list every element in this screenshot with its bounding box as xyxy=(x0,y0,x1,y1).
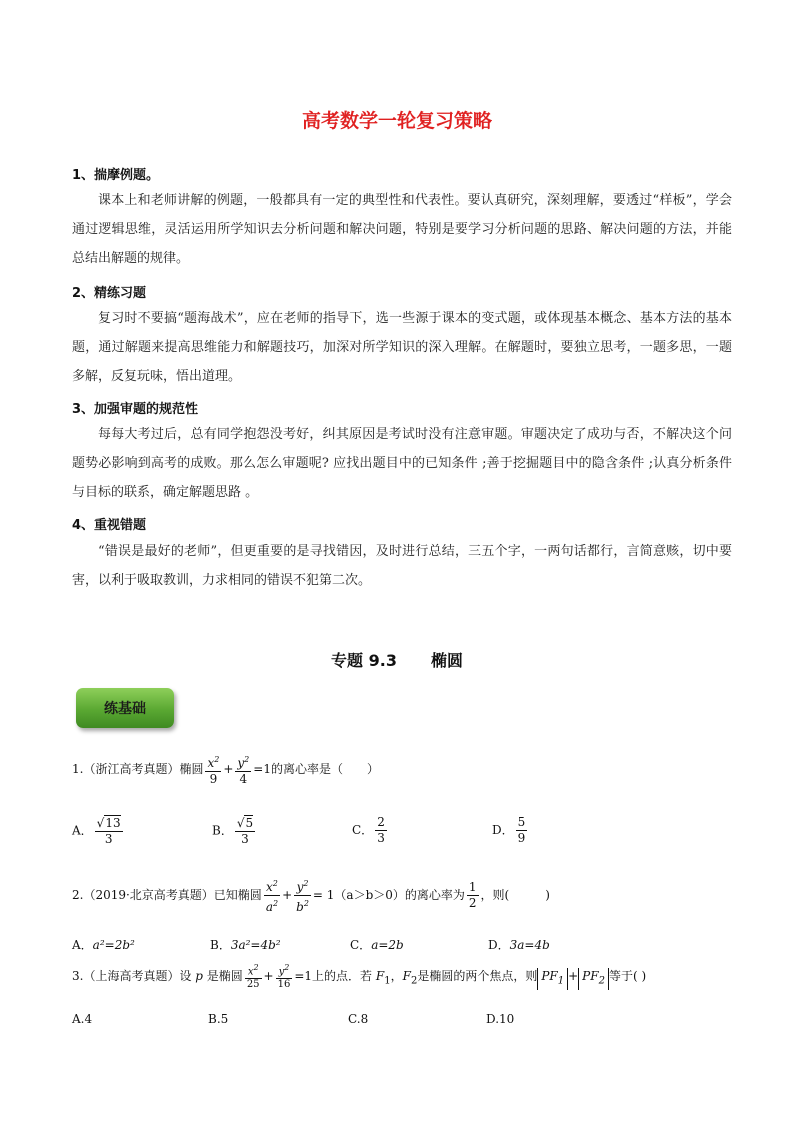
q3-frac-y: $\frac{y^2}{16}$ xyxy=(277,963,291,991)
q1-option-d-den: 9 xyxy=(517,831,526,845)
q1-option-d-letter: D． xyxy=(492,823,514,837)
q1-option-d-frac xyxy=(516,815,528,846)
q1-option-b[interactable] xyxy=(212,815,257,847)
question-2-prefix: 2.（2019·北京高考真题）已知椭圆 xyxy=(72,888,262,902)
q3-option-d-text: 10 xyxy=(499,1012,515,1026)
q2-option-b-text: 3a²=4b² xyxy=(230,938,281,952)
q1-option-b-den: 3 xyxy=(241,832,249,846)
q2-option-c-letter: C． xyxy=(350,938,372,952)
question-3-mid2: 上的点．若 xyxy=(312,969,373,984)
section-heading-4: 4、重视错题 xyxy=(72,518,147,533)
q3-option-b[interactable] xyxy=(208,1012,228,1026)
section-heading-3: 3、加强审题的规范性 xyxy=(72,402,199,417)
section-body-1: 课本上和老师讲解的例题，一般都具有一定的典型性和代表性。要认真研究，深刻理解，要透过“样板”，学会通过逻辑思维，灵活运用所学知识去分析问题和解决问题，特别是要学习分析问题的思路、解决问题的方法，并能总结出解题的规律。 xyxy=(72,193,732,266)
question-3: 3.（上海高考真题）设 p 是椭圆 $\frac{x^2}{25}$ + $\frac{y^2}{16}$ =1上的点．若 $F_1$，$F_2$是椭圆的两个焦点，则 $PF_1 + PF_2$ 等于( ) xyxy=(72,963,647,991)
q2-option-d-text: 3a=4b xyxy=(509,938,550,952)
q2-frac-x: $\frac{x^2}{a^2}$ xyxy=(264,876,280,915)
question-1-prefix: 1.（浙江高考真题）椭圆 xyxy=(72,762,204,776)
q2-option-d-letter: D． xyxy=(488,938,510,952)
question-3-suffix: 等于( ) xyxy=(608,969,647,984)
q3-option-b-letter: B. xyxy=(208,1012,221,1026)
q1-option-a-letter: A． xyxy=(72,823,93,838)
question-2: 2.（2019·北京高考真题）已知椭圆 $\frac{x^2}{a^2}$ + $\frac{y^2}{b^2}$ = 1（a＞b＞0）的离心率为 $\frac{1}{2}$ ，则( ) xyxy=(72,876,550,915)
q1-option-a[interactable] xyxy=(72,815,125,847)
q3-option-a-text: 4 xyxy=(84,1012,93,1026)
q1-option-d-num: 5 xyxy=(517,815,526,829)
question-1: 1.（浙江高考真题）椭圆 $\frac{x^2}{9}$ + $\frac{y^2}{4}$ =1的离心率是（ ） xyxy=(72,752,379,787)
q2-option-a-text: a²=2b² xyxy=(92,938,135,952)
q3-option-c-text: 8 xyxy=(360,1012,369,1026)
practice-basics-badge: 练基础 xyxy=(76,688,174,728)
q2-option-a-letter: A． xyxy=(72,938,93,952)
q3-option-a-letter: A. xyxy=(72,1012,85,1026)
q1-option-a-den: 3 xyxy=(104,832,113,846)
q2-option-b-letter: B． xyxy=(210,938,231,952)
q1-frac-x: $\frac{x^2}{9}$ xyxy=(205,752,221,787)
q1-option-a-num: 13 xyxy=(105,816,121,830)
q3-option-d-letter: D. xyxy=(486,1012,500,1026)
q1-option-c-den: 3 xyxy=(377,831,385,845)
q1-option-b-frac: $\frac{√5}{3}$ xyxy=(236,816,254,846)
q3-option-b-text: 5 xyxy=(220,1012,229,1026)
section-body-3: 每每大考过后，总有同学抱怨没考好，纠其原因是考试时没有注意审题。审题决定了成功与否，不解决这个问题势必影响到高考的成败。那么怎么审题呢? 应找出题目中的已知条件 ;善于挖掘题目中的隐含条件 ;认真分析条件与目标的联系，确定解题思路 。 xyxy=(72,427,732,500)
q1-option-a-frac: $\frac{√13}{3}$ xyxy=(96,816,121,846)
q2-option-c-text: a=2b xyxy=(371,938,404,952)
section-heading-1: 1、揣摩例题。 xyxy=(72,168,160,183)
q1-option-c-frac xyxy=(375,815,387,846)
q2-option-d[interactable] xyxy=(488,936,550,953)
q1-option-d[interactable] xyxy=(492,815,529,846)
q1-frac-y: $\frac{y^2}{4}$ xyxy=(235,752,251,787)
question-1-suffix: 的离心率是（ ） xyxy=(270,762,379,776)
q2-frac-e: $\frac{1}{2}$ xyxy=(468,880,477,910)
topic-label: 专题 9.3 xyxy=(331,651,397,670)
topic-heading xyxy=(0,648,794,671)
q2-option-b[interactable] xyxy=(210,936,281,953)
q3-option-d[interactable] xyxy=(486,1012,514,1026)
question-3-mid3: 是椭圆的两个焦点，则 xyxy=(417,969,538,984)
q2-frac-y: $\frac{y^2}{b^2}$ xyxy=(294,876,311,915)
q1-option-c[interactable] xyxy=(352,815,389,846)
question-2-condition: （a＞b＞0）的离心率为 xyxy=(334,888,465,902)
q2-option-a[interactable] xyxy=(72,936,135,953)
question-3-mid1: 是椭圆 xyxy=(206,969,243,984)
section-heading-2: 2、精练习题 xyxy=(72,286,147,301)
section-body-4: “错误是最好的老师”，但更重要的是寻找错因，及时进行总结，三五个字，一两句话都行，言简意赅，切中要害，以利于吸取教训，力求相同的错误不犯第二次。 xyxy=(72,544,732,588)
question-2-suffix: ，则( ) xyxy=(480,888,550,902)
q1-option-c-num: 2 xyxy=(377,815,385,829)
q1-option-c-letter: C． xyxy=(352,823,374,837)
q1-option-b-letter: B． xyxy=(212,823,233,838)
q3-frac-x: $\frac{x^2}{25}$ xyxy=(246,963,260,991)
q3-option-c[interactable] xyxy=(348,1012,368,1026)
topic-name: 椭圆 xyxy=(430,651,463,670)
q2-option-c[interactable] xyxy=(350,936,404,953)
question-3-prefix: 3.（上海高考真题）设 xyxy=(72,969,192,984)
q3-option-a[interactable] xyxy=(72,1012,92,1026)
q3-option-c-letter: C. xyxy=(348,1012,361,1026)
section-body-2: 复习时不要搞“题海战术”，应在老师的指导下，选一些源于课本的变式题，或体现基本概念、基本方法的基本题，通过解题来提高思维能力和解题技巧，加深对所学知识的深入理解。在解题时，要独立思考，一题多思，一题多解，反复玩味，悟出道理。 xyxy=(72,311,732,384)
q1-option-b-num: 5 xyxy=(245,816,254,830)
page-title: 高考数学一轮复习策略 xyxy=(301,110,492,132)
